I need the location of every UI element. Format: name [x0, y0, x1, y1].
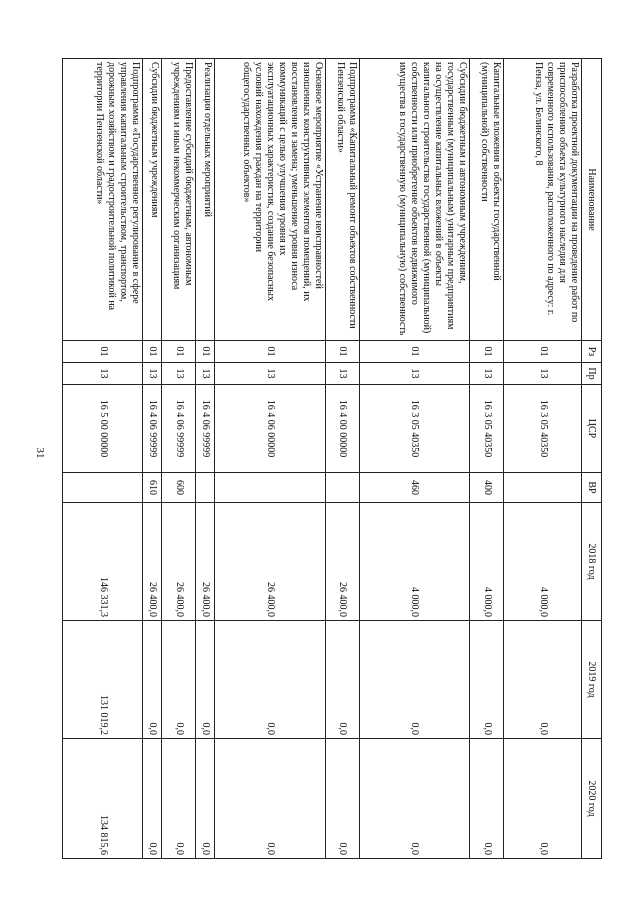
table-row — [63, 59, 143, 859]
cell-pr: 13 — [470, 363, 504, 385]
cell-pr: 13 — [325, 363, 359, 385]
cell-y2019: 0,0 — [143, 621, 162, 739]
table-row — [359, 59, 470, 859]
header-csr: ЦСР — [582, 385, 602, 473]
cell-y2020: 0,0 — [470, 739, 504, 859]
cell-rz: 01 — [470, 341, 504, 363]
cell-vr — [196, 473, 215, 503]
page-number: 31 — [34, 447, 46, 459]
cell-pr: 13 — [504, 363, 582, 385]
header-2018: 2018 год — [582, 503, 602, 621]
budget-table — [62, 58, 602, 859]
cell-y2018: 4 000,0 — [359, 503, 470, 621]
cell-csr: 16 3 05 40350 — [359, 385, 470, 473]
table-row — [470, 59, 504, 859]
cell-pr: 13 — [359, 363, 470, 385]
header-name: Наименование — [582, 59, 602, 341]
cell-y2018: 26 400,0 — [325, 503, 359, 621]
table-row — [215, 59, 326, 859]
cell-pr: 13 — [143, 363, 162, 385]
cell-vr: 400 — [470, 473, 504, 503]
cell-csr: 16 3 05 40350 — [504, 385, 582, 473]
cell-y2018: 146 331,3 — [63, 503, 143, 621]
cell-rz: 01 — [63, 341, 143, 363]
table-row — [162, 59, 196, 859]
cell-y2019: 0,0 — [504, 621, 582, 739]
cell-name: Подпрограмма «Государственное регулирование в сфере управления капитальным строительством, транспортом, дорожным хозяйством и градостроительной политикой на территории Пензенской области» — [63, 59, 143, 341]
cell-name: Субсидии бюджетным учреждениям — [143, 59, 162, 341]
cell-csr: 16 4 06 00000 — [215, 385, 326, 473]
cell-vr: 600 — [162, 473, 196, 503]
cell-name: Субсидии бюджетным и автономным учреждениям, государственным (муниципальным) унитарным предприятиям на осуществление капитальных вложений в объекты капитального строительства государственной (муниципальной) собственности или приобретение объектов недвижимого имущества в государственную (муниципальную) собственность — [359, 59, 470, 341]
table-body — [63, 59, 582, 859]
cell-rz: 01 — [196, 341, 215, 363]
cell-y2019: 0,0 — [359, 621, 470, 739]
cell-name: Основное мероприятие «Устранение неисправностей изношенных конструктивных элементов помещений, их восстановление и замена; уменьшение уровня износа коммуникаций с целью улучшения уровня их эксплуатационных характеристик, создание безопасных условий нахождения граждан на территории общегосударственных объектов» — [215, 59, 326, 341]
cell-vr — [504, 473, 582, 503]
cell-y2018: 4 000,0 — [504, 503, 582, 621]
cell-rz: 01 — [504, 341, 582, 363]
cell-pr: 13 — [196, 363, 215, 385]
header-pr: Пр — [582, 363, 602, 385]
cell-y2018: 26 400,0 — [143, 503, 162, 621]
cell-y2018: 26 400,0 — [215, 503, 326, 621]
cell-csr: 16 4 06 99999 — [143, 385, 162, 473]
cell-csr: 16 5 00 00000 — [63, 385, 143, 473]
cell-vr: 610 — [143, 473, 162, 503]
cell-name: Предоставление субсидий бюджетным, автономным учреждениям и иным некоммерческим организациям — [162, 59, 196, 341]
cell-vr — [63, 473, 143, 503]
cell-csr: 16 4 00 00000 — [325, 385, 359, 473]
cell-rz: 01 — [359, 341, 470, 363]
table-row — [504, 59, 582, 859]
cell-name: Капитальные вложения в объекты государственной (муниципальной) собственности — [470, 59, 504, 341]
cell-rz: 01 — [325, 341, 359, 363]
cell-y2018: 4 000,0 — [470, 503, 504, 621]
cell-y2019: 0,0 — [196, 621, 215, 739]
cell-rz: 01 — [143, 341, 162, 363]
cell-y2020: 0,0 — [359, 739, 470, 859]
cell-vr — [215, 473, 326, 503]
cell-csr: 16 4 06 99999 — [196, 385, 215, 473]
cell-y2018: 26 400,0 — [162, 503, 196, 621]
cell-rz: 01 — [215, 341, 326, 363]
cell-y2020: 0,0 — [504, 739, 582, 859]
header-2019: 2019 год — [582, 621, 602, 739]
cell-y2018: 26 400,0 — [196, 503, 215, 621]
table-row — [325, 59, 359, 859]
cell-y2019: 131 019,2 — [63, 621, 143, 739]
cell-name: Подпрограмма «Капитальный ремонт объектов собственности Пензенской области» — [325, 59, 359, 341]
cell-vr: 460 — [359, 473, 470, 503]
header-vr: ВР — [582, 473, 602, 503]
cell-y2019: 0,0 — [325, 621, 359, 739]
cell-y2019: 0,0 — [162, 621, 196, 739]
cell-name: Реализация отдельных мероприятий — [196, 59, 215, 341]
cell-y2020: 0,0 — [325, 739, 359, 859]
cell-pr: 13 — [63, 363, 143, 385]
cell-y2019: 0,0 — [215, 621, 326, 739]
cell-y2020: 0,0 — [162, 739, 196, 859]
cell-y2019: 0,0 — [470, 621, 504, 739]
rotated-page — [62, 58, 602, 858]
cell-vr — [325, 473, 359, 503]
table-row — [143, 59, 162, 859]
cell-y2020: 0,0 — [143, 739, 162, 859]
cell-y2020: 0,0 — [215, 739, 326, 859]
cell-csr: 16 3 05 40350 — [470, 385, 504, 473]
header-rz: Рз — [582, 341, 602, 363]
cell-y2020: 0,0 — [196, 739, 215, 859]
cell-rz: 01 — [162, 341, 196, 363]
cell-y2020: 134 815,6 — [63, 739, 143, 859]
table-row — [196, 59, 215, 859]
cell-pr: 13 — [215, 363, 326, 385]
cell-pr: 13 — [162, 363, 196, 385]
cell-name: Разработка проектной документации на проведение работ по приспособлению объекта культурного наследия для современного использования, расположенного по адресу: г. Пенза, ул. Белинского, 8 — [504, 59, 582, 341]
header-row — [582, 59, 602, 859]
header-2020: 2020 год — [582, 739, 602, 859]
cell-csr: 16 4 06 99999 — [162, 385, 196, 473]
